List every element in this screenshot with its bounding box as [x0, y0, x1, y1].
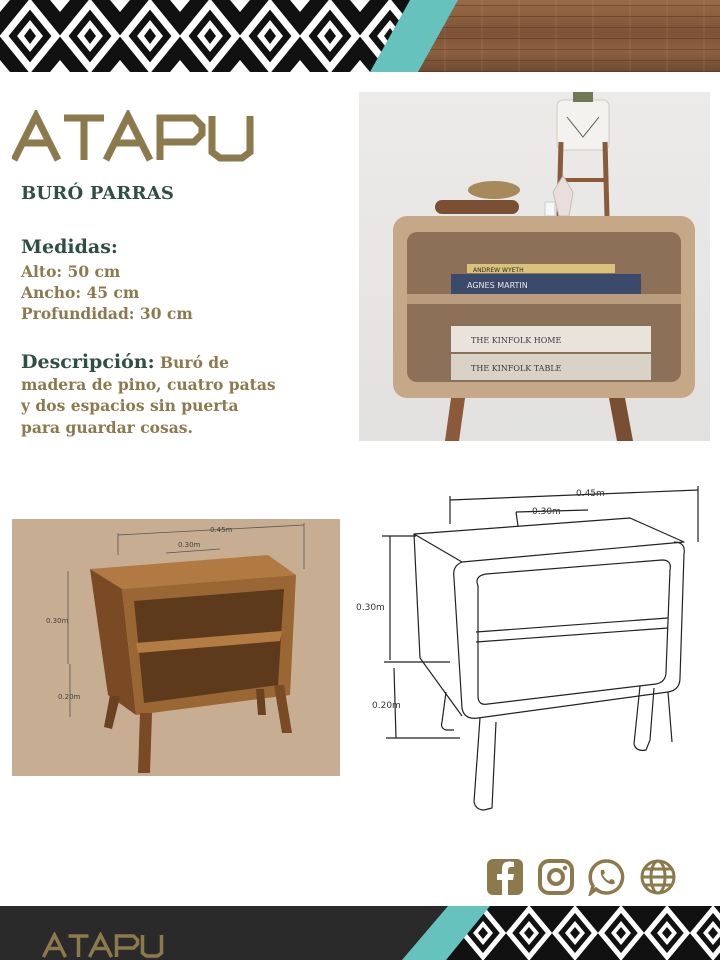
measure-height: Alto: 50 cm [21, 262, 121, 281]
book-title-4: THE KINFOLK TABLE [471, 364, 562, 373]
description-heading: Descripción: [21, 351, 155, 373]
render-depth-label: 0.30m [178, 541, 201, 549]
description [21, 352, 276, 438]
book-title-2: AGNES MARTIN [467, 281, 528, 290]
atapu-logo [12, 110, 254, 162]
description-text: Buró de madera de pino, cuatro patas y dos espacios sin puerta para guardar cosas. [21, 353, 276, 437]
render-width-label: 0.45m [210, 526, 233, 534]
globe-icon[interactable] [639, 858, 677, 896]
instagram-icon[interactable] [537, 858, 575, 896]
technical-sketch [350, 482, 720, 812]
header-banner [0, 0, 720, 72]
sketch-height-label: 0.30m [356, 603, 385, 613]
render-height-label: 0.30m [46, 617, 69, 625]
book-title-3: THE KINFOLK HOME [471, 336, 562, 345]
sketch-legs-label: 0.20m [372, 701, 401, 711]
render-legs-label: 0.20m [58, 693, 81, 701]
sketch-depth-label: 0.30m [532, 507, 561, 517]
footer-logo [38, 932, 168, 958]
whatsapp-icon[interactable] [588, 858, 626, 896]
measure-depth: Profundidad: 30 cm [21, 304, 193, 323]
footer-banner [0, 906, 720, 960]
product-name: BURÓ PARRAS [21, 183, 175, 204]
measure-width: Ancho: 45 cm [21, 283, 140, 302]
facebook-icon[interactable] [486, 858, 524, 896]
sketch-width-label: 0.45m [576, 489, 605, 499]
book-title-1: ANDREW WYETH [473, 267, 524, 274]
render-image [12, 519, 340, 776]
measures-heading: Medidas: [21, 236, 118, 258]
product-photo [359, 92, 710, 441]
